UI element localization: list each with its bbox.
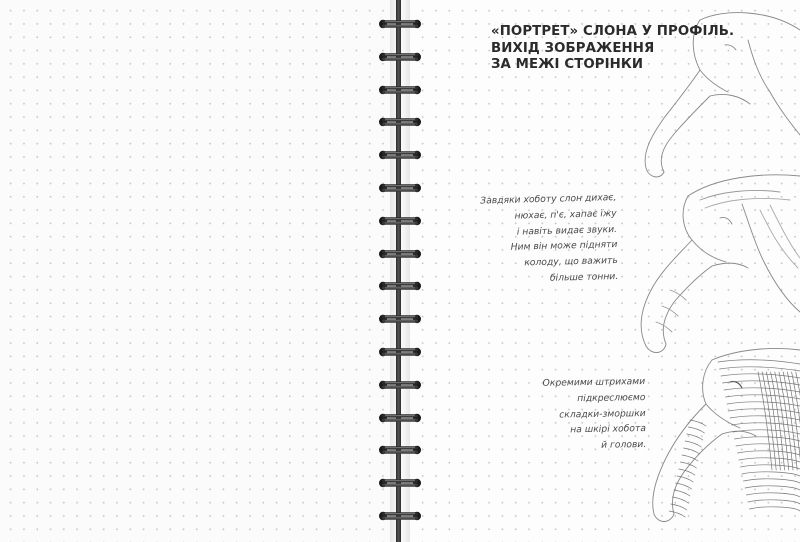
note-line: Завдяки хоботу слон дихає, [480,191,617,207]
heading-line-1: «ПОРТРЕТ» СЛОНА У ПРОФІЛЬ. [491,24,735,39]
binding-ring [377,50,423,64]
binding-ring [377,214,423,228]
elephant-head-hatched-sketch [653,348,800,521]
note-line: Окремими штрихами [542,375,646,389]
note-line: нюхає, п'є, хапає їжу [514,207,617,222]
binding-ring [377,476,423,490]
binding-ring [377,83,423,97]
elephant-sketch-illustration [630,0,800,542]
note-line: й голови. [601,439,647,451]
binding-ring [377,247,423,261]
note-line: Ним він може підняти [510,239,618,254]
binding-ring [377,312,423,326]
binding-ring [377,181,423,195]
binding-ring [377,345,423,359]
trunk-facts-note [480,190,618,288]
binding-ring [377,509,423,523]
note-line: підкреслюємо [577,391,646,404]
binding-ring [377,148,423,162]
note-line: колоду, що важить [524,255,618,269]
binding-ring [377,279,423,293]
heading-line-3: ЗА МЕЖІ СТОРІНКИ [491,57,644,72]
note-line: більше тонни. [549,270,619,284]
page-heading [491,24,735,74]
binding-ring [377,411,423,425]
binding-ring [377,378,423,392]
binding-ring [377,115,423,129]
note-line: і навіть видає звуки. [516,223,618,238]
shading-tip-note [508,374,646,455]
elephant-head-shaded-sketch [641,175,800,353]
left-page-dot-grid [0,0,390,542]
note-line: складки-зморшки [559,407,646,421]
heading-line-2: ВИХІД ЗОБРАЖЕННЯ [491,40,655,56]
binding-ring [377,17,423,31]
note-line: на шкірі хобота [570,423,647,436]
binding-spine [396,0,401,542]
binding-ring [377,443,423,457]
